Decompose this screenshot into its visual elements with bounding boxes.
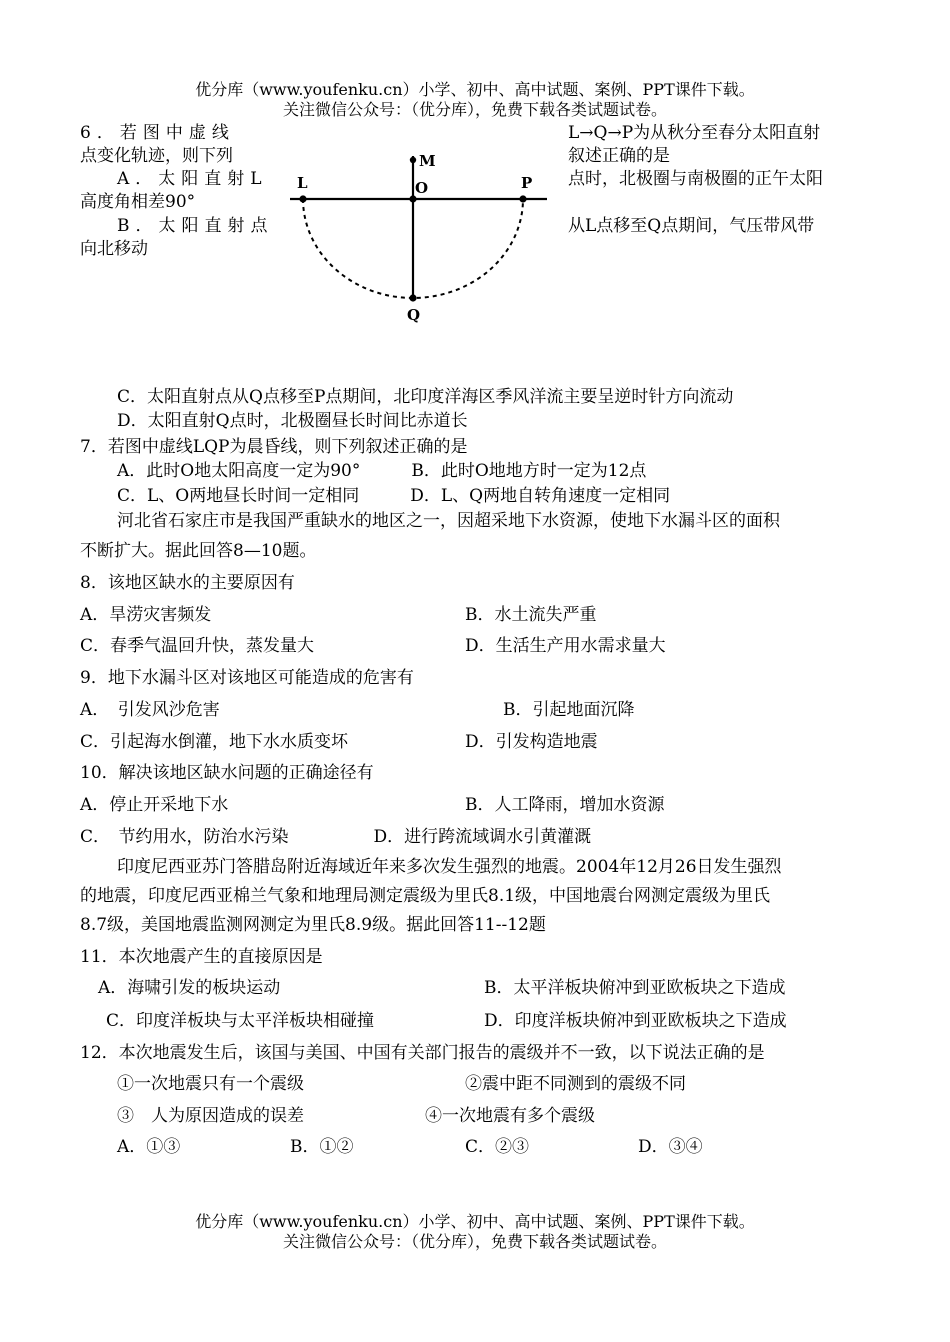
q8-stem: 8．该地区缺水的主要原因有 bbox=[80, 573, 295, 593]
label-p: P bbox=[521, 174, 533, 192]
intro-8-10-line-2: 不断扩大。据此回答8—10题。 bbox=[80, 541, 317, 561]
sun-path-diagram bbox=[285, 148, 555, 328]
q6-option-a-left: A．太阳直射L bbox=[117, 169, 268, 189]
q9-stem: 9．地下水漏斗区对该地区可能造成的危害有 bbox=[80, 668, 414, 688]
point-m bbox=[410, 157, 416, 163]
q6-option-a-right: 点时，北极圈与南极圈的正午太阳 bbox=[568, 169, 823, 189]
q7-options-ab: A．此时O地太阳高度一定为90° B．此时O地地方时一定为12点 bbox=[117, 461, 647, 481]
q12-statement-1: ①一次地震只有一个震级 bbox=[117, 1074, 304, 1094]
q10-option-a: A．停止开采地下水 bbox=[80, 795, 229, 815]
q12-statement-3: ③ 人为原因造成的误差 bbox=[117, 1106, 304, 1126]
q8-option-d: D．生活生产用水需求量大 bbox=[465, 636, 666, 656]
q6-stem-right-1: L→Q→P为从秋分至春分太阳直射 bbox=[568, 123, 821, 143]
q8-option-a: A．旱涝灾害频发 bbox=[80, 605, 212, 625]
q9-option-a: A． 引发风沙危害 bbox=[80, 700, 220, 720]
q11-option-a: A．海啸引发的板块运动 bbox=[98, 978, 281, 998]
q12-statement-2: ②震中距不同测到的震级不同 bbox=[465, 1074, 686, 1094]
q6-option-a-cont: 高度角相差90° bbox=[80, 192, 196, 212]
point-q bbox=[409, 294, 416, 301]
q6-stem-left-1: 6．若图中虚线 bbox=[80, 123, 235, 143]
q6-option-b-right: 从L点移至Q点期间，气压带风带 bbox=[568, 216, 815, 236]
q6-option-b-cont: 向北移动 bbox=[80, 239, 148, 259]
intro-11-12-line-1: 印度尼西亚苏门答腊岛附近海域近年来多次发生强烈的地震。2004年12月26日发生强烈 bbox=[117, 857, 782, 877]
q12-option-d: D．③④ bbox=[638, 1137, 703, 1157]
point-p bbox=[519, 195, 526, 202]
q11-stem: 11．本次地震产生的直接原因是 bbox=[80, 947, 323, 967]
q11-option-c: C．印度洋板块与太平洋板块相碰撞 bbox=[106, 1011, 375, 1031]
label-o: O bbox=[415, 179, 429, 197]
q6-stem-left-2: 点变化轨迹，则下列 bbox=[80, 146, 233, 166]
q6-option-d: D．太阳直射Q点时，北极圈昼长时间比赤道长 bbox=[117, 411, 468, 431]
q6-stem-right-2: 叙述正确的是 bbox=[568, 146, 670, 166]
q7-options-cd: C．L、O两地昼长时间一定相同 D．L、Q两地自转角速度一定相同 bbox=[117, 486, 671, 506]
label-m: M bbox=[419, 152, 436, 170]
q12-stem: 12．本次地震发生后，该国与美国、中国有关部门报告的震级并不一致，以下说法正确的是 bbox=[80, 1043, 765, 1063]
q12-option-c: C．②③ bbox=[465, 1137, 530, 1157]
q6-option-b-left: B．太阳直射点 bbox=[117, 216, 274, 236]
footer-line-2: 关注微信公众号：（优分库），免费下载各类试题试卷。 bbox=[282, 1232, 667, 1251]
q9-option-c: C．引起海水倒灌，地下水水质变坏 bbox=[80, 732, 349, 752]
q7-stem: 7．若图中虚线LQP为晨昏线，则下列叙述正确的是 bbox=[80, 437, 468, 457]
q10-stem: 10．解决该地区缺水问题的正确途径有 bbox=[80, 763, 374, 783]
intro-8-10-line-1: 河北省石家庄市是我国严重缺水的地区之一，因超采地下水资源，使地下水漏斗区的面积 bbox=[117, 511, 780, 531]
q8-option-b: B．水土流失严重 bbox=[465, 605, 597, 625]
q12-option-b: B．①② bbox=[290, 1137, 354, 1157]
footer-line-1: 优分库（www.youfenku.cn）小学、初中、高中试题、案例、PPT课件下载。 bbox=[195, 1212, 755, 1231]
q12-option-a: A．①③ bbox=[117, 1137, 181, 1157]
label-l: L bbox=[297, 174, 308, 192]
intro-11-12-line-2: 的地震，印度尼西亚棉兰气象和地理局测定震级为里氏8.1级，中国地震台网测定震级为里氏 bbox=[80, 886, 771, 906]
header-line-2: 关注微信公众号：（优分库），免费下载各类试题试卷。 bbox=[282, 100, 667, 119]
header-line-1: 优分库（www.youfenku.cn）小学、初中、高中试题、案例、PPT课件下载。 bbox=[195, 80, 755, 99]
intro-11-12-line-3: 8.7级，美国地震监测网测定为里氏8.9级。据此回答11--12题 bbox=[80, 915, 546, 935]
q11-option-b: B．太平洋板块俯冲到亚欧板块之下造成 bbox=[484, 978, 786, 998]
q11-option-d: D．印度洋板块俯冲到亚欧板块之下造成 bbox=[484, 1011, 787, 1031]
q10-option-b: B．人工降雨，增加水资源 bbox=[465, 795, 665, 815]
q10-options-cd: C． 节约用水，防治水污染 D．进行跨流域调水引黄灌溉 bbox=[80, 827, 592, 847]
q9-option-b: B．引起地面沉降 bbox=[503, 700, 635, 720]
q8-option-c: C．春季气温回升快，蒸发量大 bbox=[80, 636, 315, 656]
point-l bbox=[299, 195, 306, 202]
q9-option-d: D．引发构造地震 bbox=[465, 732, 598, 752]
label-q: Q bbox=[407, 306, 421, 324]
q12-statement-4: ④一次地震有多个震级 bbox=[425, 1106, 595, 1126]
q6-option-c: C．太阳直射点从Q点移至P点期间，北印度洋海区季风洋流主要呈逆时针方向流动 bbox=[117, 387, 734, 407]
